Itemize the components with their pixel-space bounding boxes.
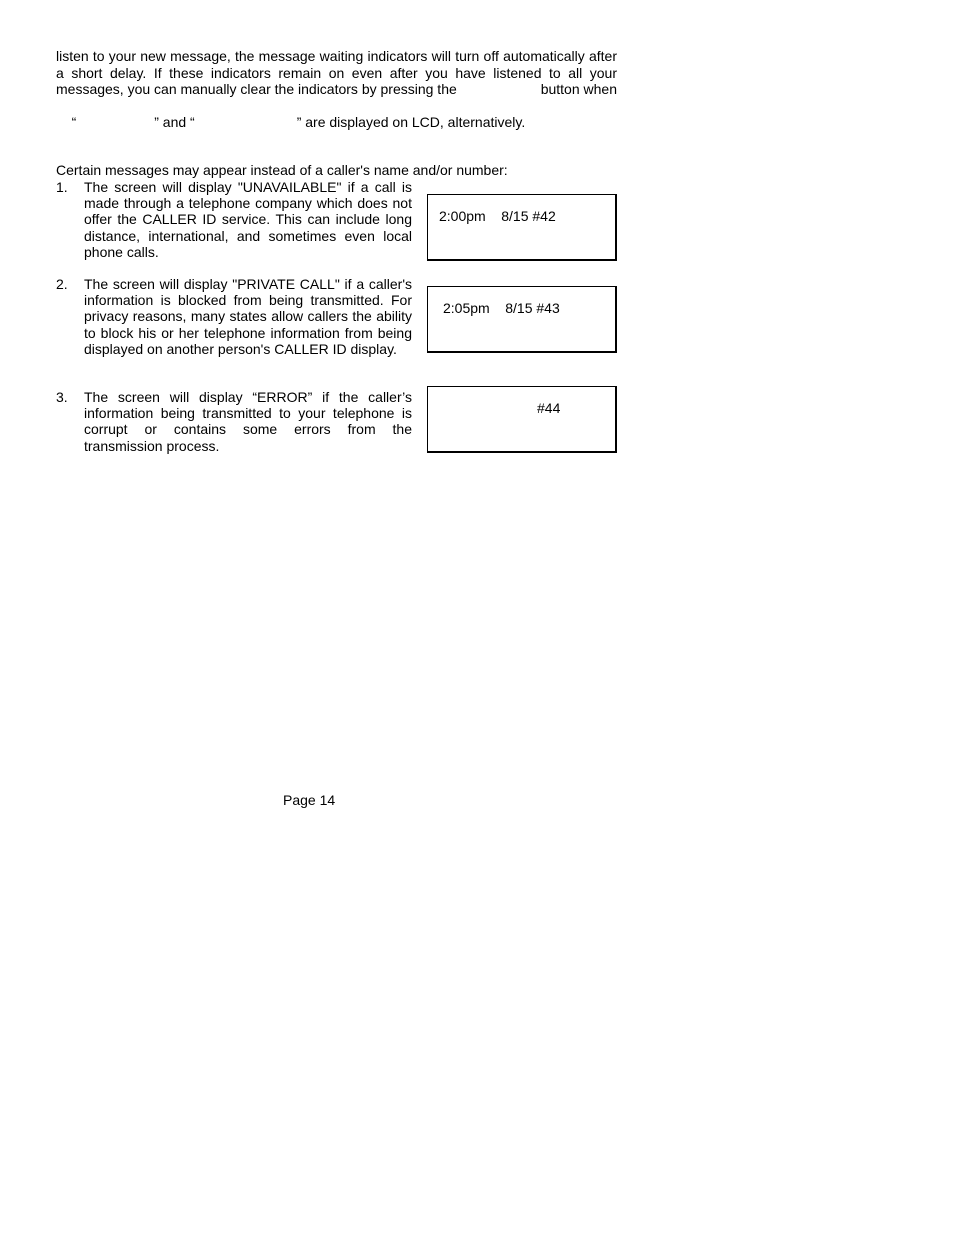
intro-line-3-end: button when: [540, 81, 617, 97]
lcd-text: #44: [537, 400, 561, 416]
intro-line-2: a short delay. If these indicators remain on even after you have listened to all your: [56, 64, 617, 81]
intro-line-4-end: ” are displayed on LCD, alternatively.: [296, 114, 526, 130]
intro-line-4-open-quote: “: [71, 114, 77, 130]
intro-line-4: [56, 98, 617, 148]
list-item-text: The screen will display “ERROR” if the caller’s information being transmitted to your telephone is corrupt or contains some errors from the transmission process.: [84, 389, 412, 454]
intro-paragraph: [56, 48, 617, 147]
lcd-display-3: [427, 386, 617, 453]
lcd-text: 2:05pm 8/15 #43: [443, 300, 560, 316]
lead-text: Certain messages may appear instead of a caller's name and/or number:: [56, 162, 508, 178]
lcd-text: 2:00pm 8/15 #42: [439, 208, 556, 224]
page-number: Page 14: [283, 792, 336, 808]
lcd-display-1: [427, 194, 617, 261]
intro-line-3-start: messages, you can manually clear the indicators by pressing the: [56, 81, 457, 97]
list-item-number: 1.: [56, 179, 68, 195]
intro-line-4-and: ” and “: [154, 114, 195, 130]
intro-line-1: listen to your new message, the message waiting indicators will turn off automatically after: [56, 48, 617, 64]
list-item-text: The screen will display "UNAVAILABLE" if a call is made through a telephone company which does not offer the CALLER ID service. This can include long distance, international, and sometimes even local phone calls.: [84, 179, 412, 260]
list-item-text: The screen will display "PRIVATE CALL" if a caller's information is blocked from being transmitted. For privacy reasons, many states allow callers the ability to block his or her telephone information from being displayed on another person's CALLER ID display.: [84, 276, 412, 357]
intro-line-3: [56, 81, 617, 98]
list-item-number: 2.: [56, 276, 68, 292]
lcd-display-2: [427, 286, 617, 353]
list-item-number: 3.: [56, 389, 68, 405]
